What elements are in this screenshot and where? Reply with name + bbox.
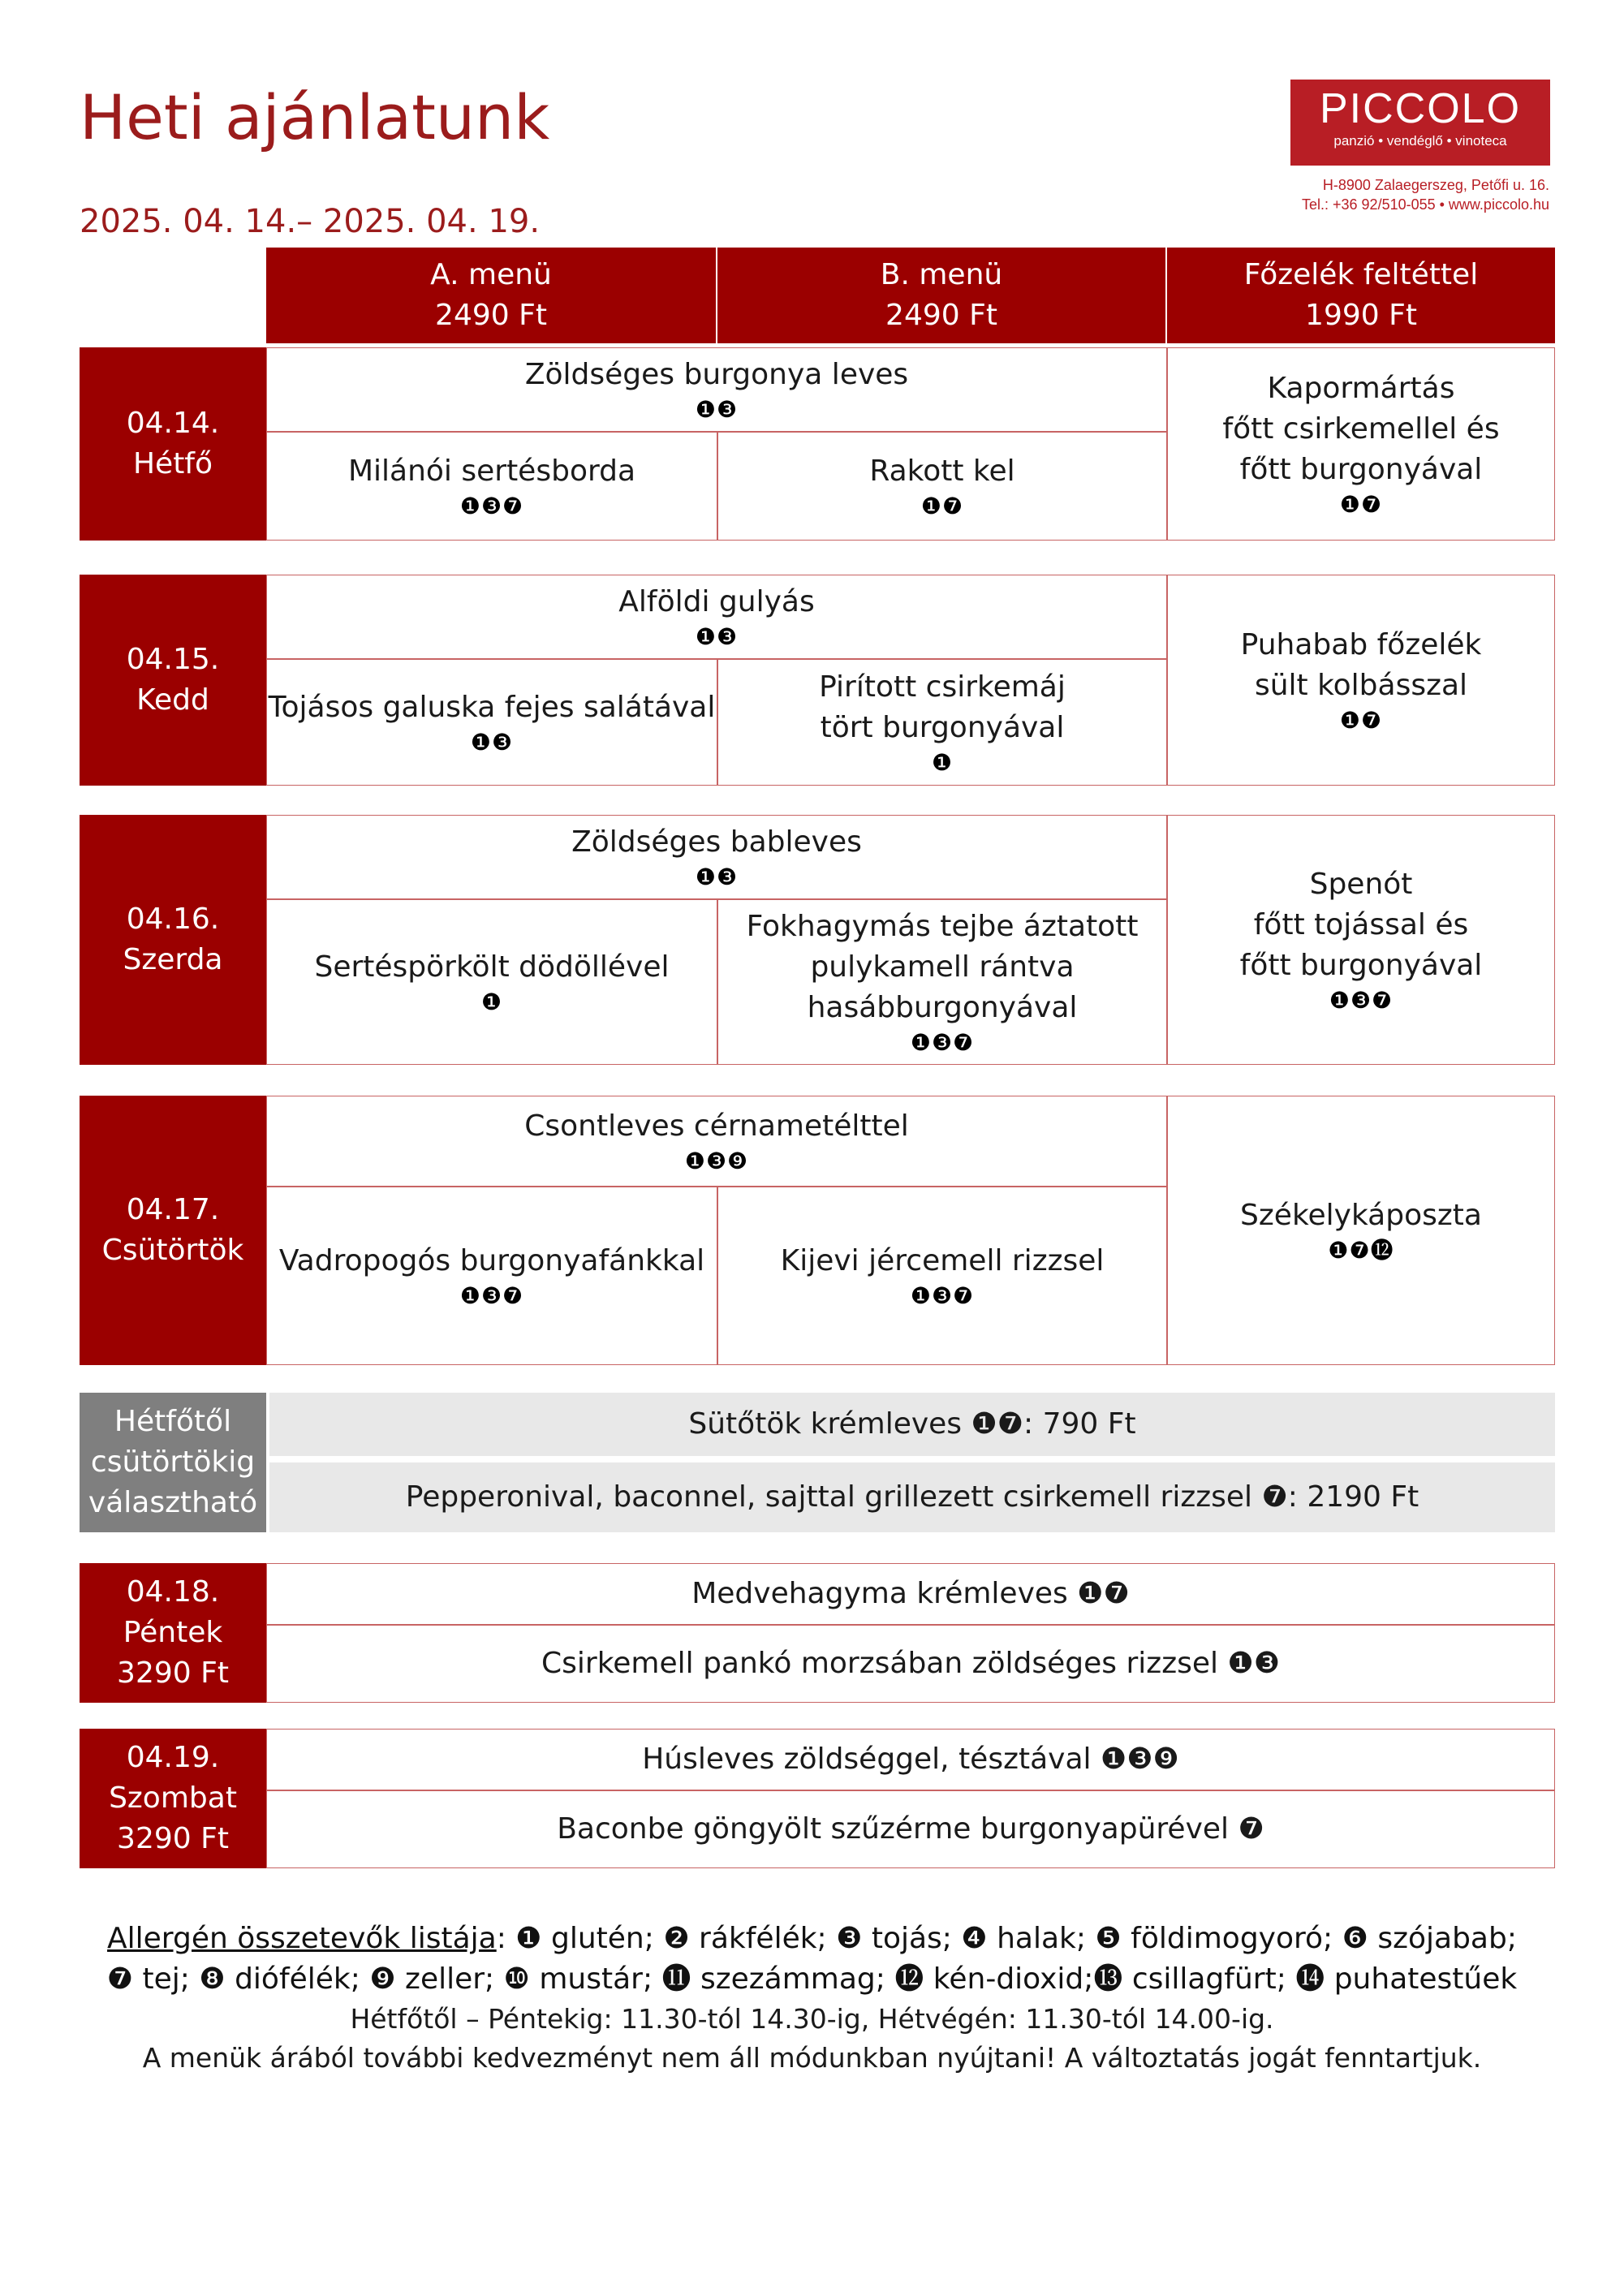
main-cell: [266, 1625, 1555, 1703]
header-price: 2490 Ft: [885, 299, 997, 332]
day-label: [80, 1096, 266, 1365]
header-b-menu: [717, 248, 1167, 343]
menu-a-cell: [266, 432, 717, 541]
allergen-icons: ❶❸❼: [910, 1282, 975, 1309]
day-name: Csütörtök: [101, 1234, 244, 1267]
allergen-icons: ❶❼⓬: [1328, 1237, 1394, 1264]
soup-cell: [266, 347, 1167, 432]
footer-note: A menük árából további kedvezményt nem áll módunkban nyújtani! A változtatás jogát fenntartjuk.: [142, 2042, 1482, 2074]
menu-b-cell: [717, 659, 1167, 786]
allergen-icons: ❶❸: [470, 729, 514, 756]
day-date: 04.19.: [126, 1741, 220, 1774]
day-date: 04.16.: [126, 902, 220, 936]
header-name: A. menü: [430, 258, 552, 291]
allergen-icons: ❶❸: [695, 864, 739, 890]
day-name: Szombat: [109, 1781, 237, 1815]
allergen-icons: ❶❼: [920, 493, 964, 519]
allergen-icons: ❶: [480, 989, 503, 1015]
opening-hours: Hétfőtől – Péntekig: 11.30-tól 14.30-ig, Hétvégén: 11.30-tól 14.00-ig.: [350, 2003, 1274, 2035]
dish-line: pulykamell rántva: [810, 950, 1075, 984]
allergen-icons: ❶❸: [695, 396, 739, 423]
day-label: [80, 1729, 266, 1868]
dish-name: Kijevi jércemell rizzsel: [780, 1244, 1105, 1277]
address: [1302, 175, 1549, 214]
dish-line: Fokhagymás tejbe áztatott: [746, 910, 1139, 943]
legend-line-1: [0, 1919, 1624, 1959]
soup-name: Húsleves zöldséggel, tésztával ❶❸❾: [642, 1742, 1179, 1776]
soup-cell: [266, 575, 1167, 659]
legend-items-2: ❼ tej; ❽ diófélék; ❾ zeller; ❿ mustár; ⓫ szezámmag; ⓬ kén-dioxid;⓭ csillagfürt; ⓮ puhatestűek: [106, 1962, 1518, 1996]
dish-name: Tojásos galuska fejes salátával: [268, 691, 716, 724]
menu-b-cell: [717, 1187, 1167, 1365]
header-fozelek: [1167, 248, 1555, 343]
soup-name: Zöldséges bableves: [571, 825, 862, 859]
soup-cell: [266, 1096, 1167, 1187]
fozelek-cell: [1167, 575, 1555, 786]
piccolo-logo: [1290, 80, 1550, 166]
dish-line: főtt burgonyával: [1239, 453, 1483, 486]
day-name: Kedd: [136, 683, 209, 717]
weekly-label-line: csütörtökig: [90, 1445, 256, 1479]
dish-name: Vadropogós burgonyafánkkal: [278, 1244, 705, 1277]
soup-cell: [266, 815, 1167, 899]
allergen-icons: ❶❸❼: [910, 1029, 975, 1056]
dish-line: főtt csirkemellel és: [1222, 412, 1500, 446]
dish-line: Spenót: [1309, 868, 1413, 901]
weekly-item: [269, 1462, 1555, 1532]
dish-name: Sertéspörkölt dödöllével: [314, 950, 670, 984]
day-label: [80, 1563, 266, 1703]
menu-b-cell: [717, 899, 1167, 1065]
header-price: 1990 Ft: [1305, 299, 1417, 332]
menu-b-cell: [717, 432, 1167, 541]
allergen-icons: ❶❸: [695, 623, 739, 650]
weekly-item: [269, 1393, 1555, 1459]
menu-a-cell: [266, 899, 717, 1065]
dish-line: hasábburgonyával: [807, 991, 1078, 1024]
allergen-icons: ❶: [931, 749, 954, 776]
dish-name: Milánói sertésborda: [347, 454, 636, 488]
header-name: B. menü: [880, 258, 1003, 291]
dish-line: főtt tojással és: [1253, 908, 1469, 941]
dish-line: Puhabab főzelék: [1240, 628, 1482, 661]
day-date: 04.15.: [126, 643, 220, 676]
weekly-dish: Pepperonival, baconnel, sajttal grillezett csirkemell rizzsel ❼: 2190 Ft: [405, 1480, 1419, 1514]
weekly-dish: Sütőtök krémleves ❶❼: 790 Ft: [688, 1407, 1136, 1441]
fozelek-cell: [1167, 1096, 1555, 1365]
dish-name: Baconbe göngyölt szűzérme burgonyapürével ❼: [557, 1812, 1264, 1846]
day-price: 3290 Ft: [117, 1822, 229, 1855]
day-date: 04.18.: [126, 1575, 220, 1609]
date-range: 2025. 04. 14.– 2025. 04. 19.: [80, 203, 541, 240]
dish-line: Kapormártás: [1267, 372, 1455, 405]
dish-name: Rakott kel: [869, 454, 1015, 488]
weekly-label-line: Hétfőtől: [114, 1405, 232, 1438]
allergen-icons: ❶❼: [1339, 707, 1383, 734]
menu-a-cell: [266, 1187, 717, 1365]
allergen-icons: ❶❸❼: [1329, 987, 1394, 1014]
dish-line: Székelykáposzta: [1240, 1199, 1482, 1232]
dish-line: sült kolbásszal: [1254, 669, 1468, 702]
weekly-label-line: választható: [88, 1486, 258, 1519]
legend-items-1: : ❶ glutén; ❷ rákfélék; ❸ tojás; ❹ halak; ❺ földimogyoró; ❻ szójabab;: [496, 1922, 1517, 1955]
allergen-legend: [0, 1919, 1624, 2000]
day-name: Szerda: [123, 943, 223, 976]
allergen-icons: ❶❼: [1339, 491, 1383, 518]
soup-name: Alföldi gulyás: [618, 585, 815, 618]
allergen-icons: ❶❸❼: [459, 493, 524, 519]
dish-line: tört burgonyával: [820, 711, 1065, 744]
day-label: [80, 347, 266, 541]
logo-name: PICCOLO: [1319, 85, 1522, 132]
soup-name: Zöldséges burgonya leves: [524, 358, 909, 391]
dish-line: Pirított csirkemáj: [819, 670, 1066, 704]
soup-cell: [266, 1729, 1555, 1790]
legend-title: Allergén összetevők listája: [107, 1922, 497, 1955]
allergen-icons: ❶❸❼: [459, 1282, 524, 1309]
header-a-menu: [266, 248, 717, 343]
day-price: 3290 Ft: [117, 1656, 229, 1690]
weekly-label: [80, 1393, 266, 1532]
contact-line: Tel.: +36 92/510-055 • www.piccolo.hu: [1302, 196, 1549, 213]
day-label: [80, 815, 266, 1065]
allergen-icons: ❶❸❾: [684, 1148, 749, 1174]
day-name: Hétfő: [132, 447, 213, 480]
header-price: 2490 Ft: [435, 299, 547, 332]
address-line: H-8900 Zalaegerszeg, Petőfi u. 16.: [1322, 177, 1549, 193]
dish-line: főtt burgonyával: [1239, 949, 1483, 982]
menu-a-cell: [266, 659, 717, 786]
main-cell: [266, 1790, 1555, 1868]
dish-name: Csirkemell pankó morzsában zöldséges rizzsel ❶❸: [541, 1647, 1280, 1680]
page-title: Heti ajánlatunk: [80, 81, 550, 153]
day-date: 04.17.: [126, 1193, 220, 1226]
soup-name: Csontleves cérnametélttel: [524, 1109, 909, 1143]
logo-tagline: panzió • vendéglő • vinoteca: [1333, 133, 1507, 149]
soup-cell: [266, 1563, 1555, 1625]
day-name: Péntek: [123, 1616, 223, 1649]
header-name: Főzelék feltéttel: [1243, 258, 1479, 291]
day-date: 04.14.: [126, 407, 220, 440]
day-label: [80, 575, 266, 786]
soup-name: Medvehagyma krémleves ❶❼: [691, 1577, 1130, 1610]
fozelek-cell: [1167, 347, 1555, 541]
fozelek-cell: [1167, 815, 1555, 1065]
